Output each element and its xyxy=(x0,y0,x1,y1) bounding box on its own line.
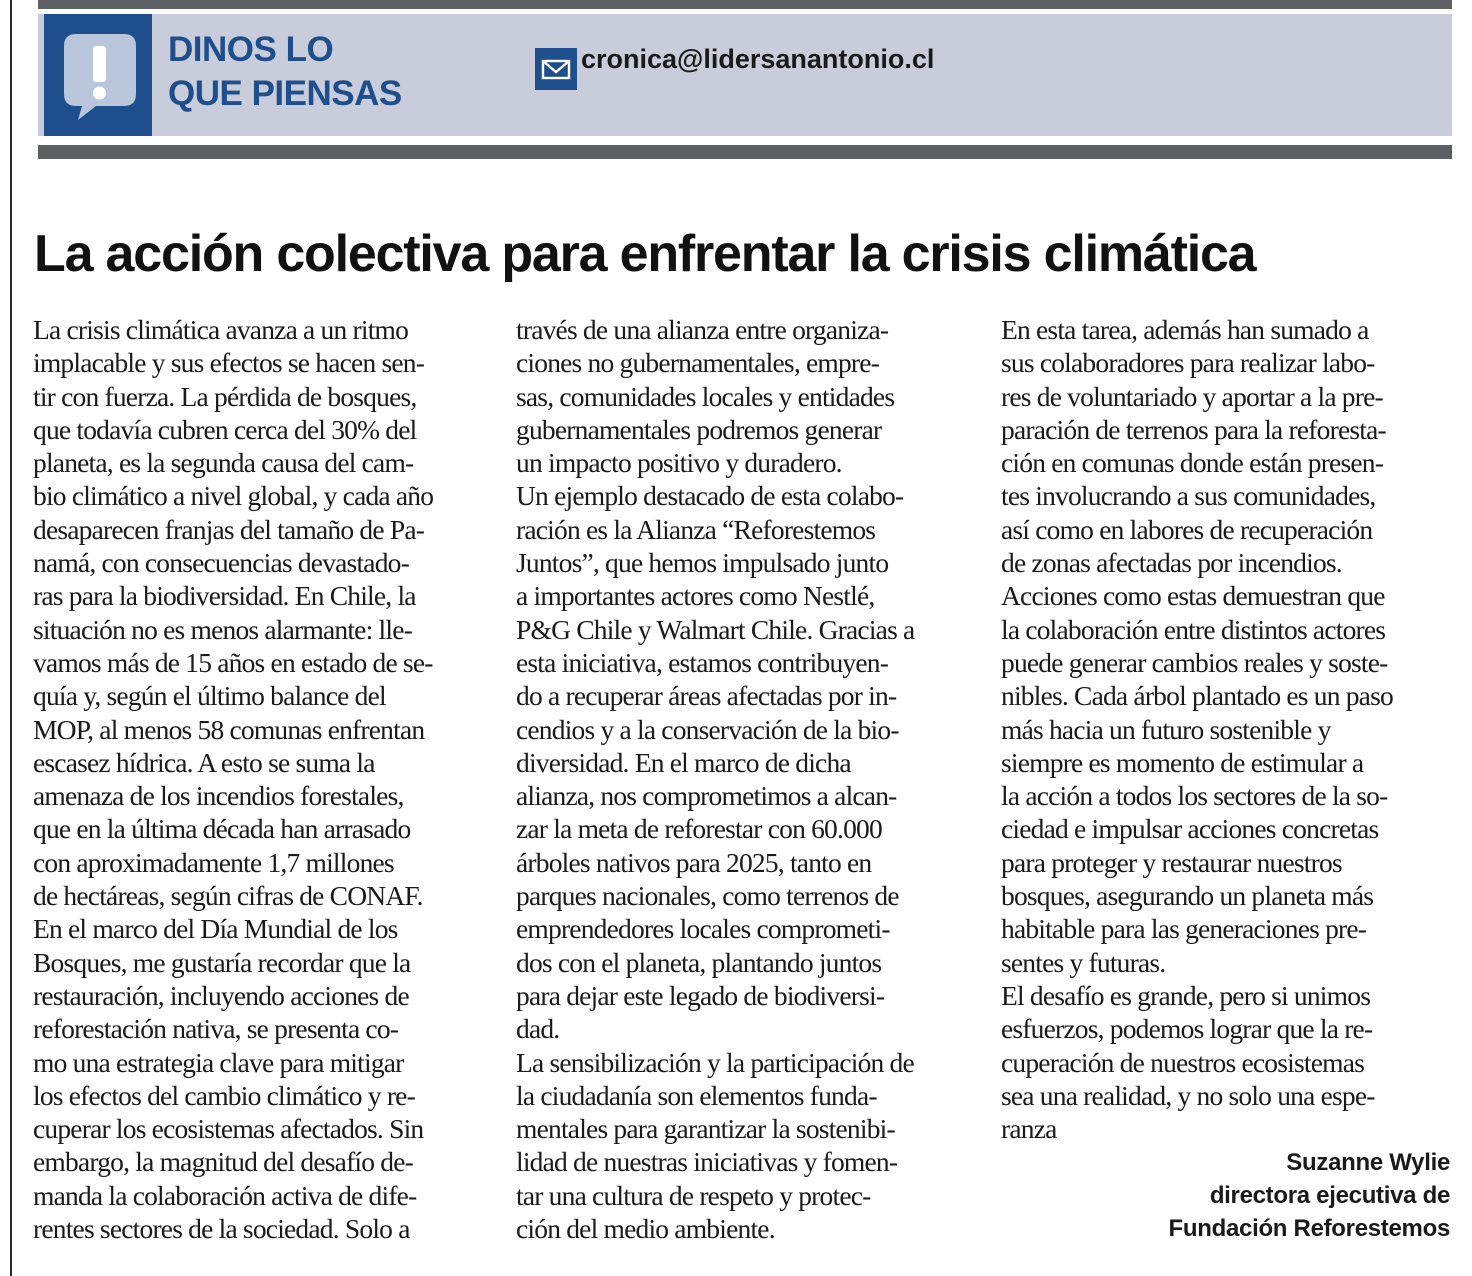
text-line: zar la meta de reforestar con 60.000 xyxy=(516,813,882,845)
text-line: dos con el planeta, plantando juntos xyxy=(516,946,882,978)
exclamation-speech-bubble-icon xyxy=(62,30,138,122)
text-line: lidad de nuestras iniciativas y fomen- xyxy=(516,1146,898,1178)
text-line: bosques, asegurando un planeta más xyxy=(1001,880,1374,912)
text-line: ranza xyxy=(1001,1113,1057,1145)
text-line: emprendedores locales comprometi- xyxy=(516,913,890,945)
text-line: través de una alianza entre organiza- xyxy=(516,314,889,345)
text-line: escasez hídrica. A esto se suma la xyxy=(33,746,375,778)
text-line: nibles. Cada árbol plantado es un paso xyxy=(1001,680,1393,712)
text-line: desaparecen franjas del tamaño de Pa- xyxy=(33,513,425,545)
text-line: Acciones como estas demuestran que xyxy=(1001,580,1385,612)
text-line: embargo, la magnitud del desafío de- xyxy=(33,1146,414,1178)
email-link[interactable]: cronica@lidersanantonio.cl xyxy=(581,44,935,74)
text-line: restauración, incluyendo acciones de xyxy=(33,979,409,1011)
page-margin-rule xyxy=(10,0,12,1276)
banner-title-line-1: DINOS LO xyxy=(168,30,334,69)
text-line: así como en labores de recuperación xyxy=(1001,513,1373,545)
text-line: de zonas afectadas por incendios. xyxy=(1001,547,1342,579)
text-line: habitable para las generaciones pre- xyxy=(1001,913,1367,945)
text-line: los efectos del cambio climático y re- xyxy=(33,1079,415,1111)
text-line: La sensibilización y la participación de xyxy=(516,1046,914,1078)
text-line: ción en comunas donde están presen- xyxy=(1001,447,1384,479)
text-line: la colaboración entre distintos actores xyxy=(1001,613,1386,645)
text-line: res de voluntariado y aportar a la pre- xyxy=(1001,380,1383,412)
text-line: ciones no gubernamentales, empre- xyxy=(516,347,880,379)
text-line: para proteger y restaurar nuestros xyxy=(1001,846,1342,878)
text-line: alianza, nos comprometimos a alcan- xyxy=(516,780,897,812)
bottom-divider xyxy=(38,145,1452,159)
text-line: namá, con consecuencias devastado- xyxy=(33,547,409,579)
text-line: cendios y a la conservación de la bio- xyxy=(516,713,899,745)
text-line: sus colaboradores para realizar labo- xyxy=(1001,347,1375,379)
text-line: P&G Chile y Walmart Chile. Gracias a xyxy=(516,613,915,645)
top-divider xyxy=(38,0,1452,9)
banner-title-line-2: QUE PIENSAS xyxy=(168,74,402,113)
article-column-1 xyxy=(33,313,493,1245)
text-line: manda la colaboración activa de dife- xyxy=(33,1179,417,1211)
author-signature xyxy=(1169,1146,1450,1245)
text-line: En esta tarea, además han sumado a xyxy=(1001,314,1369,345)
text-line: sea una realidad, y no solo una espe- xyxy=(1001,1079,1375,1111)
author-role-line-1: directora ejecutiva de xyxy=(1209,1182,1450,1209)
text-line: para dejar este legado de biodiversi- xyxy=(516,979,885,1011)
text-line: sas, comunidades locales y entidades xyxy=(516,380,895,412)
text-line: tir con fuerza. La pérdida de bosques, xyxy=(33,380,417,412)
text-line: Bosques, me gustaría recordar que la xyxy=(33,946,411,978)
text-line: reforestación nativa, se presenta co- xyxy=(33,1013,399,1045)
text-line: En el marco del Día Mundial de los xyxy=(33,913,398,945)
text-line: amenaza de los incendios forestales, xyxy=(33,780,404,812)
text-line: El desafío es grande, pero si unimos xyxy=(1001,979,1371,1011)
text-line: cuperación de nuestros ecosistemas xyxy=(1001,1046,1365,1078)
text-line: situación no es menos alarmante: lle- xyxy=(33,613,412,645)
text-line: la acción a todos los sectores de la so- xyxy=(1001,780,1388,812)
banner-title xyxy=(168,28,402,116)
article-headline: La acción colectiva para enfrentar la crisis climática xyxy=(34,225,1256,283)
envelope-icon xyxy=(535,48,577,90)
text-line: de hectáreas, según cifras de CONAF. xyxy=(33,880,423,912)
text-line: siempre es momento de estimular a xyxy=(1001,746,1364,778)
text-line: dad. xyxy=(516,1013,560,1045)
text-line: planeta, es la segunda causa del cam- xyxy=(33,447,414,479)
banner-icon-box xyxy=(44,14,152,136)
text-line: mo una estrategia clave para mitigar xyxy=(33,1046,404,1078)
text-line: bio climático a nivel global, y cada año xyxy=(33,480,434,512)
text-line: Juntos”, que hemos impulsado junto xyxy=(516,547,889,579)
text-line: implacable y sus efectos se hacen sen- xyxy=(33,347,425,379)
text-line: parques nacionales, como terrenos de xyxy=(516,880,899,912)
text-line: más hacia un futuro sostenible y xyxy=(1001,713,1331,745)
text-line: sentes y futuras. xyxy=(1001,946,1166,978)
text-line: con aproximadamente 1,7 millones xyxy=(33,846,394,878)
text-line: Un ejemplo destacado de esta colabo- xyxy=(516,480,904,512)
text-line: quía y, según el último balance del xyxy=(33,680,386,712)
text-line: tes involucrando a sus comunidades, xyxy=(1001,480,1376,512)
section-banner xyxy=(38,14,1452,136)
text-line: paración de terrenos para la reforesta- xyxy=(1001,413,1386,445)
text-line: do a recuperar áreas afectadas por in- xyxy=(516,680,897,712)
text-line: ras para la biodiversidad. En Chile, la xyxy=(33,580,416,612)
text-line: diversidad. En el marco de dicha xyxy=(516,746,851,778)
text-line: ración es la Alianza “Reforestemos xyxy=(516,513,876,545)
text-line: tar una cultura de respeto y protec- xyxy=(516,1179,871,1211)
text-line: ción del medio ambiente. xyxy=(516,1213,775,1245)
text-line: que todavía cubren cerca del 30% del xyxy=(33,413,417,445)
author-role-line-2: Fundación Reforestemos xyxy=(1168,1215,1450,1242)
text-line: La crisis climática avanza a un ritmo xyxy=(33,314,409,345)
text-line: cuperar los ecosistemas afectados. Sin xyxy=(33,1113,424,1145)
text-line: esfuerzos, podemos lograr que la re- xyxy=(1001,1013,1373,1045)
text-line: vamos más de 15 años en estado de se- xyxy=(33,646,433,678)
text-line: la ciudadanía son elementos funda- xyxy=(516,1079,877,1111)
text-line: MOP, al menos 58 comunas enfrentan xyxy=(33,713,425,745)
text-line: rentes sectores de la sociedad. Solo a xyxy=(33,1213,410,1245)
article-column-2 xyxy=(516,313,976,1245)
text-line: mentales para garantizar la sostenibi- xyxy=(516,1113,895,1145)
article-column-3 xyxy=(1001,313,1456,1145)
text-line: que en la última década han arrasado xyxy=(33,813,411,845)
text-line: a importantes actores como Nestlé, xyxy=(516,580,875,612)
text-line: un impacto positivo y duradero. xyxy=(516,447,842,479)
text-line: esta iniciativa, estamos contribuyen- xyxy=(516,646,889,678)
text-line: árboles nativos para 2025, tanto en xyxy=(516,846,872,878)
text-line: gubernamentales podremos generar xyxy=(516,413,882,445)
author-name: Suzanne Wylie xyxy=(1286,1149,1450,1176)
text-line: puede generar cambios reales y soste- xyxy=(1001,646,1388,678)
text-line: ciedad e impulsar acciones concretas xyxy=(1001,813,1379,845)
